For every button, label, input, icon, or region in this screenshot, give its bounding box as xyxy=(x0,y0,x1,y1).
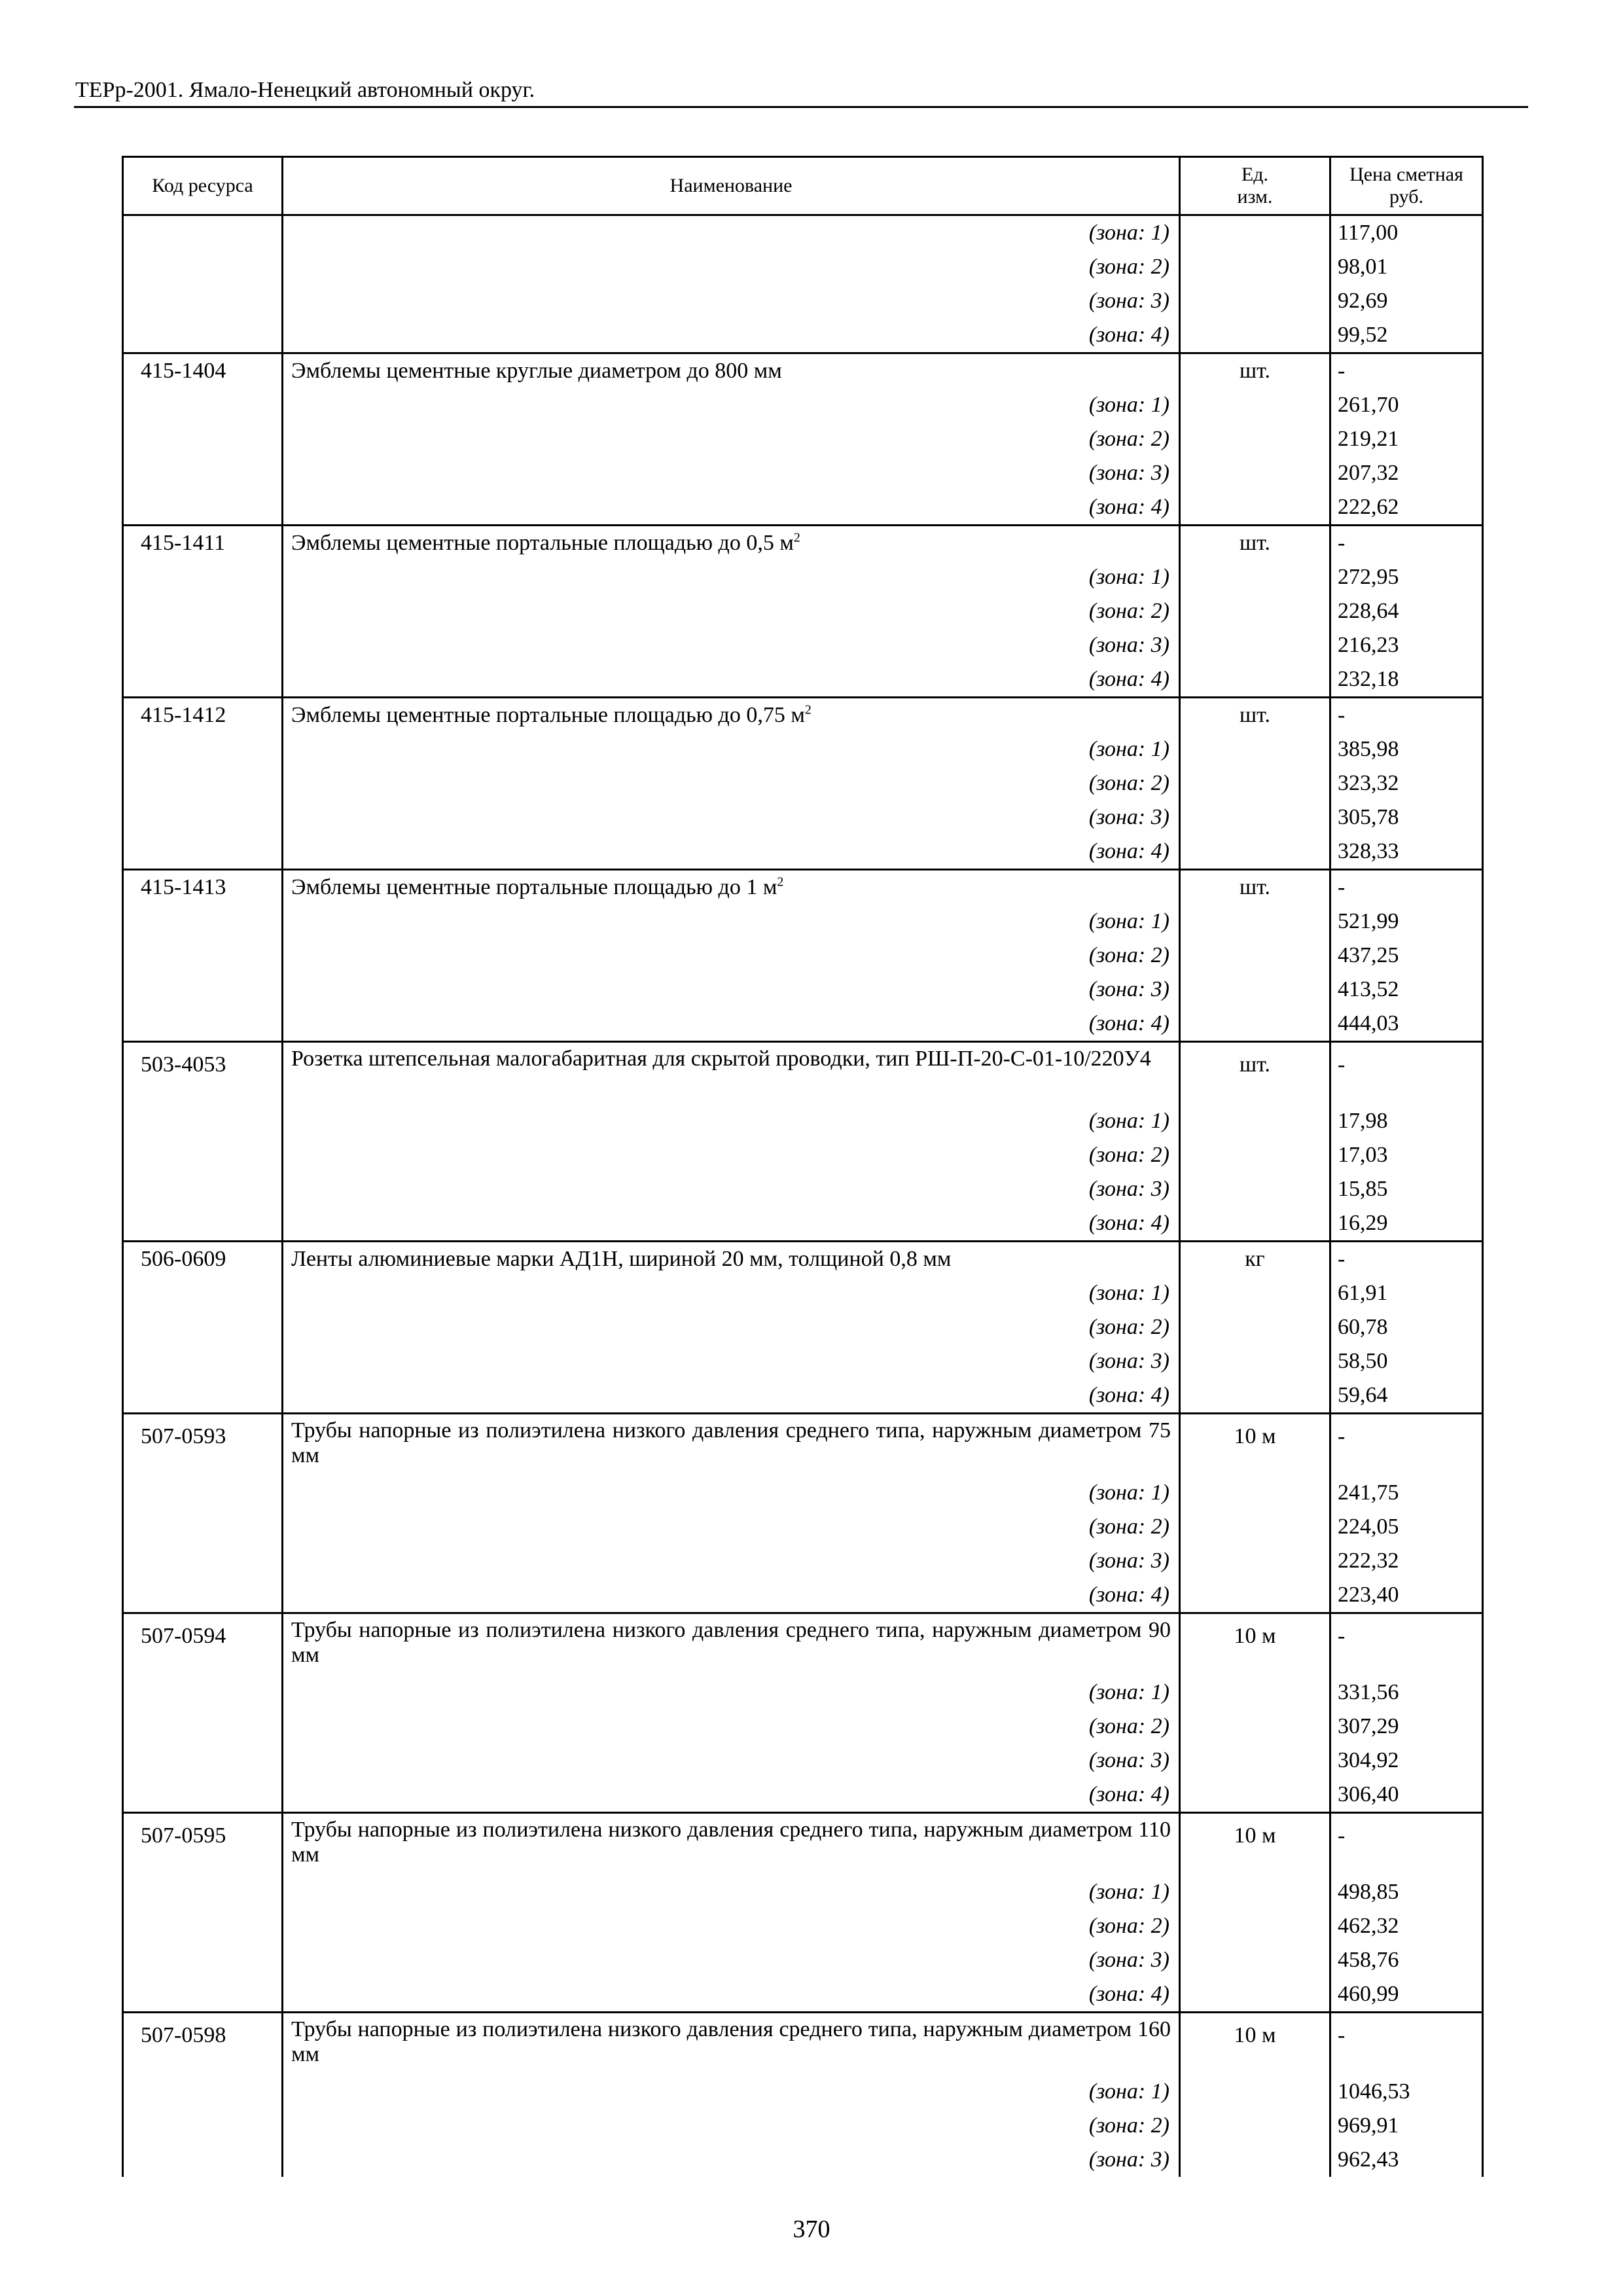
zone-label: (зона: 2) xyxy=(283,1909,1180,1943)
zone-label: (зона: 2) xyxy=(283,422,1180,456)
unit-of-measure: шт. xyxy=(1180,698,1330,733)
unit-superscript: 2 xyxy=(777,874,784,889)
zone-code-cell xyxy=(123,2109,283,2143)
base-price: - xyxy=(1330,1414,1483,1477)
zone-price: 216,23 xyxy=(1330,628,1483,662)
zone-price: 61,91 xyxy=(1330,1276,1483,1310)
zone-code-cell xyxy=(123,250,283,284)
zone-code-cell xyxy=(123,1744,283,1778)
zone-price: 307,29 xyxy=(1330,1710,1483,1744)
zone-label: (зона: 2) xyxy=(283,1138,1180,1172)
zone-row xyxy=(123,1476,1483,1510)
resource-name xyxy=(283,2013,1180,2075)
zone-price: 92,69 xyxy=(1330,284,1483,318)
zone-price: 17,03 xyxy=(1330,1138,1483,1172)
zone-code-cell xyxy=(123,973,283,1007)
base-price: - xyxy=(1330,1813,1483,1876)
zone-unit-cell xyxy=(1180,1710,1330,1744)
zone-unit-cell xyxy=(1180,1476,1330,1510)
zone-row xyxy=(123,1875,1483,1909)
zone-label: (зона: 3) xyxy=(283,284,1180,318)
zone-unit-cell xyxy=(1180,766,1330,800)
zone-price: 413,52 xyxy=(1330,973,1483,1007)
zone-unit-cell xyxy=(1180,834,1330,870)
zone-code-cell xyxy=(123,422,283,456)
zone-row xyxy=(123,594,1483,628)
zone-unit-cell xyxy=(1180,662,1330,698)
table-row xyxy=(123,1813,1483,1876)
page-header-title: ТЕРр-2001. Ямало-Ненецкий автономный округ. xyxy=(75,78,535,102)
zone-row xyxy=(123,1578,1483,1613)
zone-unit-cell xyxy=(1180,1310,1330,1344)
zone-label: (зона: 4) xyxy=(283,662,1180,698)
resource-name-text: Трубы напорные из полиэтилена низкого давления среднего типа, наружным диаметром 90 мм xyxy=(291,1618,1171,1667)
zone-price: 261,70 xyxy=(1330,388,1483,422)
zone-unit-cell xyxy=(1180,905,1330,939)
zone-price: 207,32 xyxy=(1330,456,1483,490)
zone-unit-cell xyxy=(1180,1206,1330,1242)
resource-name-text: Эмблемы цементные круглые диаметром до 800 мм xyxy=(291,359,782,383)
zone-unit-cell xyxy=(1180,1744,1330,1778)
zone-label: (зона: 4) xyxy=(283,1007,1180,1042)
zone-code-cell xyxy=(123,1138,283,1172)
zone-label: (зона: 4) xyxy=(283,1578,1180,1613)
column-header-name: Наименование xyxy=(283,157,1180,215)
zone-price: 17,98 xyxy=(1330,1104,1483,1138)
table-row xyxy=(123,1242,1483,1277)
zone-code-cell xyxy=(123,1710,283,1744)
zone-label: (зона: 2) xyxy=(283,250,1180,284)
zone-code-cell xyxy=(123,939,283,973)
table-row xyxy=(123,1042,1483,1105)
resource-code: 415-1404 xyxy=(123,353,283,389)
zone-row xyxy=(123,939,1483,973)
page-number: 370 xyxy=(793,2215,830,2243)
zone-code-cell xyxy=(123,662,283,698)
zone-label: (зона: 3) xyxy=(283,800,1180,834)
base-price: - xyxy=(1330,2013,1483,2075)
zone-unit-cell xyxy=(1180,388,1330,422)
zone-row xyxy=(123,1778,1483,1813)
zone-code-cell xyxy=(123,2143,283,2177)
zone-code-cell xyxy=(123,594,283,628)
zone-row xyxy=(123,662,1483,698)
zone-label: (зона: 3) xyxy=(283,1943,1180,1977)
zone-code-cell xyxy=(123,1875,283,1909)
zone-label: (зона: 3) xyxy=(283,2143,1180,2177)
zone-unit-cell xyxy=(1180,2109,1330,2143)
zone-price: 222,62 xyxy=(1330,490,1483,526)
zone-label: (зона: 2) xyxy=(283,594,1180,628)
resource-code: 507-0594 xyxy=(123,1613,283,1676)
zone-price: 444,03 xyxy=(1330,1007,1483,1042)
zone-unit-cell xyxy=(1180,2143,1330,2177)
zone-row xyxy=(123,1378,1483,1414)
zone-row xyxy=(123,973,1483,1007)
zone-row xyxy=(123,1104,1483,1138)
resource-name-text: Эмблемы цементные портальные площадью до 0,75 м xyxy=(291,703,805,727)
zone-code-cell xyxy=(123,215,283,251)
resource-code: 506-0609 xyxy=(123,1242,283,1277)
zone-unit-cell xyxy=(1180,800,1330,834)
zone-unit-cell xyxy=(1180,939,1330,973)
zone-row xyxy=(123,1172,1483,1206)
zone-unit-cell xyxy=(1180,1172,1330,1206)
zone-unit-cell xyxy=(1180,250,1330,284)
resource-name xyxy=(283,870,1180,905)
zone-unit-cell xyxy=(1180,1276,1330,1310)
zone-unit-cell xyxy=(1180,1104,1330,1138)
unit-of-measure: шт. xyxy=(1180,353,1330,389)
zone-code-cell xyxy=(123,905,283,939)
zone-label: (зона: 1) xyxy=(283,1476,1180,1510)
zone-row xyxy=(123,1710,1483,1744)
resource-code: 507-0598 xyxy=(123,2013,283,2075)
unit-superscript: 2 xyxy=(804,702,812,717)
zone-price: 385,98 xyxy=(1330,732,1483,766)
zone-price: 219,21 xyxy=(1330,422,1483,456)
unit-of-measure: 10 м xyxy=(1180,1414,1330,1477)
zone-unit-cell xyxy=(1180,1378,1330,1414)
zone-unit-cell xyxy=(1180,1875,1330,1909)
zone-price: 462,32 xyxy=(1330,1909,1483,1943)
zone-row xyxy=(123,1676,1483,1710)
zone-price: 117,00 xyxy=(1330,215,1483,251)
zone-row xyxy=(123,732,1483,766)
base-price: - xyxy=(1330,870,1483,905)
zone-row xyxy=(123,1510,1483,1544)
zone-row xyxy=(123,766,1483,800)
resource-name xyxy=(283,1414,1180,1477)
zone-code-cell xyxy=(123,456,283,490)
unit-of-measure: 10 м xyxy=(1180,1613,1330,1676)
zone-unit-cell xyxy=(1180,1778,1330,1813)
base-price: - xyxy=(1330,1042,1483,1105)
zone-price: 458,76 xyxy=(1330,1943,1483,1977)
resource-name-text: Розетка штепсельная малогабаритная для скрытой проводки, тип РШ-П-20-С-01-10/220У4 xyxy=(291,1047,1151,1071)
resource-code: 415-1412 xyxy=(123,698,283,733)
zone-unit-cell xyxy=(1180,284,1330,318)
zone-label: (зона: 2) xyxy=(283,1310,1180,1344)
zone-price: 59,64 xyxy=(1330,1378,1483,1414)
zone-code-cell xyxy=(123,1510,283,1544)
zone-price: 962,43 xyxy=(1330,2143,1483,2177)
zone-code-cell xyxy=(123,1310,283,1344)
zone-code-cell xyxy=(123,1104,283,1138)
zone-label: (зона: 4) xyxy=(283,1378,1180,1414)
zone-unit-cell xyxy=(1180,1344,1330,1378)
zone-code-cell xyxy=(123,732,283,766)
unit-of-measure: 10 м xyxy=(1180,1813,1330,1876)
zone-code-cell xyxy=(123,1276,283,1310)
header-rule xyxy=(74,106,1528,108)
zone-label: (зона: 3) xyxy=(283,1544,1180,1578)
zone-code-cell xyxy=(123,1578,283,1613)
zone-unit-cell xyxy=(1180,560,1330,594)
zone-row xyxy=(123,1206,1483,1242)
zone-unit-cell xyxy=(1180,1676,1330,1710)
zone-label: (зона: 1) xyxy=(283,215,1180,251)
zone-price: 232,18 xyxy=(1330,662,1483,698)
zone-row xyxy=(123,1744,1483,1778)
zone-label: (зона: 2) xyxy=(283,939,1180,973)
zone-unit-cell xyxy=(1180,2075,1330,2109)
zone-unit-cell xyxy=(1180,456,1330,490)
zone-row xyxy=(123,422,1483,456)
zone-row xyxy=(123,215,1483,251)
zone-label: (зона: 4) xyxy=(283,834,1180,870)
zone-row xyxy=(123,1138,1483,1172)
zone-code-cell xyxy=(123,1778,283,1813)
resource-name xyxy=(283,526,1180,561)
column-header-price: Цена сметная руб. xyxy=(1330,157,1483,215)
resource-name xyxy=(283,698,1180,733)
zone-label: (зона: 1) xyxy=(283,1676,1180,1710)
zone-code-cell xyxy=(123,800,283,834)
zone-price: 272,95 xyxy=(1330,560,1483,594)
zone-unit-cell xyxy=(1180,215,1330,251)
zone-price: 304,92 xyxy=(1330,1744,1483,1778)
resource-code: 507-0595 xyxy=(123,1813,283,1876)
zone-row xyxy=(123,2109,1483,2143)
zone-label: (зона: 4) xyxy=(283,318,1180,353)
base-price: - xyxy=(1330,526,1483,561)
zone-unit-cell xyxy=(1180,1578,1330,1613)
zone-unit-cell xyxy=(1180,1544,1330,1578)
zone-unit-cell xyxy=(1180,422,1330,456)
zone-row xyxy=(123,1276,1483,1310)
zone-label: (зона: 4) xyxy=(283,1206,1180,1242)
zone-code-cell xyxy=(123,834,283,870)
zone-label: (зона: 2) xyxy=(283,2109,1180,2143)
zone-label: (зона: 2) xyxy=(283,766,1180,800)
zone-label: (зона: 4) xyxy=(283,1778,1180,1813)
zone-row xyxy=(123,2143,1483,2177)
zone-price: 323,32 xyxy=(1330,766,1483,800)
price-table xyxy=(122,156,1484,2177)
zone-row xyxy=(123,1344,1483,1378)
zone-row xyxy=(123,490,1483,526)
zone-row xyxy=(123,560,1483,594)
zone-label: (зона: 4) xyxy=(283,1977,1180,2013)
zone-price: 223,40 xyxy=(1330,1578,1483,1613)
zone-label: (зона: 3) xyxy=(283,1172,1180,1206)
zone-code-cell xyxy=(123,766,283,800)
zone-label: (зона: 3) xyxy=(283,1344,1180,1378)
zone-row xyxy=(123,628,1483,662)
zone-price: 98,01 xyxy=(1330,250,1483,284)
resource-name xyxy=(283,1042,1180,1105)
zone-row xyxy=(123,1909,1483,1943)
resource-name-text: Эмблемы цементные портальные площадью до 0,5 м xyxy=(291,531,794,555)
zone-code-cell xyxy=(123,490,283,526)
zone-row xyxy=(123,388,1483,422)
zone-code-cell xyxy=(123,2075,283,2109)
zone-price: 306,40 xyxy=(1330,1778,1483,1813)
unit-superscript: 2 xyxy=(793,530,800,545)
zone-label: (зона: 3) xyxy=(283,973,1180,1007)
table-row xyxy=(123,526,1483,561)
zone-row xyxy=(123,800,1483,834)
zone-price: 16,29 xyxy=(1330,1206,1483,1242)
resource-name-text: Трубы напорные из полиэтилена низкого давления среднего типа, наружным диаметром 160 мм xyxy=(291,2017,1171,2066)
unit-of-measure: шт. xyxy=(1180,870,1330,905)
zone-price: 331,56 xyxy=(1330,1676,1483,1710)
table-row xyxy=(123,698,1483,733)
zone-code-cell xyxy=(123,1476,283,1510)
zone-row xyxy=(123,905,1483,939)
zone-unit-cell xyxy=(1180,1138,1330,1172)
zone-row xyxy=(123,1977,1483,2013)
zone-label: (зона: 3) xyxy=(283,628,1180,662)
zone-unit-cell xyxy=(1180,1977,1330,2013)
zone-price: 305,78 xyxy=(1330,800,1483,834)
zone-row xyxy=(123,834,1483,870)
unit-of-measure: 10 м xyxy=(1180,2013,1330,2075)
zone-label: (зона: 4) xyxy=(283,490,1180,526)
zone-price: 60,78 xyxy=(1330,1310,1483,1344)
zone-code-cell xyxy=(123,1344,283,1378)
zone-price: 224,05 xyxy=(1330,1510,1483,1544)
zone-unit-cell xyxy=(1180,628,1330,662)
zone-label: (зона: 1) xyxy=(283,560,1180,594)
unit-of-measure: кг xyxy=(1180,1242,1330,1277)
column-header-unit: Ед. изм. xyxy=(1180,157,1330,215)
zone-price: 15,85 xyxy=(1330,1172,1483,1206)
zone-unit-cell xyxy=(1180,490,1330,526)
zone-label: (зона: 1) xyxy=(283,1875,1180,1909)
resource-name xyxy=(283,1242,1180,1277)
zone-price: 1046,53 xyxy=(1330,2075,1483,2109)
zone-row xyxy=(123,456,1483,490)
table-row xyxy=(123,353,1483,389)
zone-unit-cell xyxy=(1180,1909,1330,1943)
table-header-row xyxy=(123,157,1483,215)
zone-code-cell xyxy=(123,1676,283,1710)
unit-of-measure: шт. xyxy=(1180,1042,1330,1105)
zone-price: 228,64 xyxy=(1330,594,1483,628)
zone-label: (зона: 1) xyxy=(283,388,1180,422)
base-price: - xyxy=(1330,698,1483,733)
zone-price: 222,32 xyxy=(1330,1544,1483,1578)
table-body xyxy=(123,215,1483,2178)
zone-code-cell xyxy=(123,560,283,594)
zone-price: 460,99 xyxy=(1330,1977,1483,2013)
table-row xyxy=(123,2013,1483,2075)
table-row xyxy=(123,870,1483,905)
resource-code: 503-4053 xyxy=(123,1042,283,1105)
zone-unit-cell xyxy=(1180,318,1330,353)
zone-row xyxy=(123,1544,1483,1578)
zone-price: 328,33 xyxy=(1330,834,1483,870)
zone-label: (зона: 3) xyxy=(283,1744,1180,1778)
zone-label: (зона: 1) xyxy=(283,732,1180,766)
zone-unit-cell xyxy=(1180,594,1330,628)
zone-unit-cell xyxy=(1180,732,1330,766)
resource-name-text: Ленты алюминиевые марки АД1Н, шириной 20 мм, толщиной 0,8 мм xyxy=(291,1247,952,1271)
resource-code: 507-0593 xyxy=(123,1414,283,1477)
zone-label: (зона: 2) xyxy=(283,1710,1180,1744)
resource-name-text: Трубы напорные из полиэтилена низкого давления среднего типа, наружным диаметром 75 мм xyxy=(291,1418,1171,1467)
zone-price: 99,52 xyxy=(1330,318,1483,353)
zone-row xyxy=(123,2075,1483,2109)
base-price: - xyxy=(1330,1242,1483,1277)
zone-price: 241,75 xyxy=(1330,1476,1483,1510)
zone-unit-cell xyxy=(1180,973,1330,1007)
zone-price: 969,91 xyxy=(1330,2109,1483,2143)
zone-unit-cell xyxy=(1180,1007,1330,1042)
resource-code: 415-1411 xyxy=(123,526,283,561)
zone-code-cell xyxy=(123,1172,283,1206)
zone-code-cell xyxy=(123,1909,283,1943)
zone-code-cell xyxy=(123,1378,283,1414)
zone-code-cell xyxy=(123,284,283,318)
zone-label: (зона: 1) xyxy=(283,2075,1180,2109)
resource-name xyxy=(283,353,1180,389)
zone-label: (зона: 2) xyxy=(283,1510,1180,1544)
zone-code-cell xyxy=(123,1206,283,1242)
base-price: - xyxy=(1330,1613,1483,1676)
column-header-code: Код ресурса xyxy=(123,157,283,215)
zone-row xyxy=(123,1310,1483,1344)
zone-code-cell xyxy=(123,1544,283,1578)
zone-label: (зона: 3) xyxy=(283,456,1180,490)
zone-price: 521,99 xyxy=(1330,905,1483,939)
zone-price: 498,85 xyxy=(1330,1875,1483,1909)
zone-code-cell xyxy=(123,318,283,353)
zone-code-cell xyxy=(123,1977,283,2013)
zone-price: 58,50 xyxy=(1330,1344,1483,1378)
zone-label: (зона: 1) xyxy=(283,1104,1180,1138)
zone-unit-cell xyxy=(1180,1510,1330,1544)
base-price: - xyxy=(1330,353,1483,389)
zone-price: 437,25 xyxy=(1330,939,1483,973)
table-row xyxy=(123,1414,1483,1477)
table-row xyxy=(123,1613,1483,1676)
zone-code-cell xyxy=(123,1007,283,1042)
zone-label: (зона: 1) xyxy=(283,1276,1180,1310)
resource-code: 415-1413 xyxy=(123,870,283,905)
zone-row xyxy=(123,318,1483,353)
zone-code-cell xyxy=(123,388,283,422)
resource-name-text: Трубы напорные из полиэтилена низкого давления среднего типа, наружным диаметром 110 мм xyxy=(291,1818,1171,1867)
unit-of-measure: шт. xyxy=(1180,526,1330,561)
zone-row xyxy=(123,250,1483,284)
zone-row xyxy=(123,284,1483,318)
zone-label: (зона: 1) xyxy=(283,905,1180,939)
resource-name-text: Эмблемы цементные портальные площадью до 1 м xyxy=(291,875,777,899)
zone-code-cell xyxy=(123,1943,283,1977)
zone-code-cell xyxy=(123,628,283,662)
zone-row xyxy=(123,1007,1483,1042)
zone-unit-cell xyxy=(1180,1943,1330,1977)
resource-name xyxy=(283,1613,1180,1676)
zone-row xyxy=(123,1943,1483,1977)
resource-name xyxy=(283,1813,1180,1876)
